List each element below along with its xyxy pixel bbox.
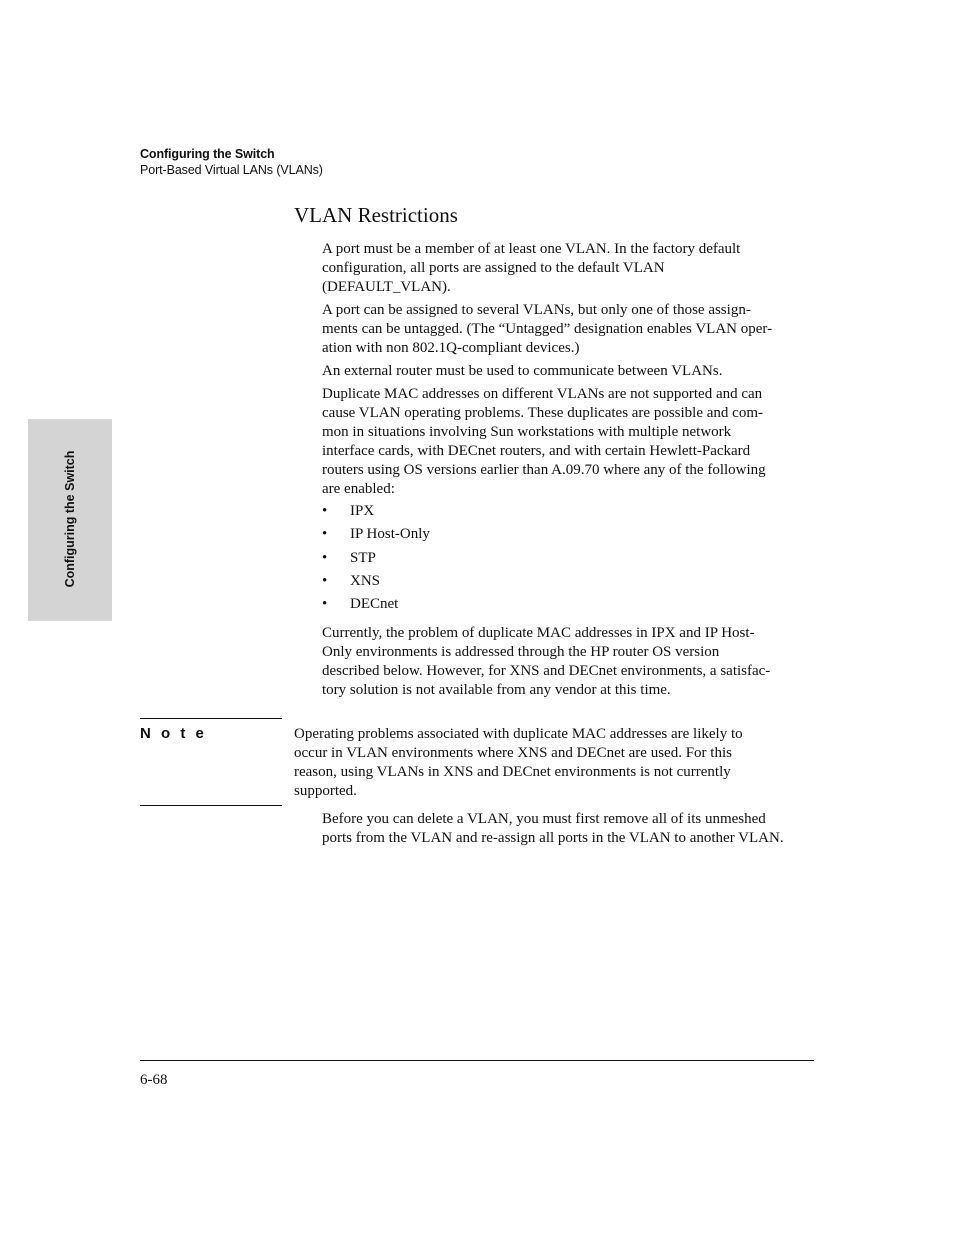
paragraph-external-router (322, 362, 722, 381)
text-line: configuration, all ports are assigned to the default VLAN (322, 260, 665, 276)
paragraph-delete-vlan (322, 810, 784, 848)
list-item (322, 525, 430, 544)
paragraph-current-status (322, 624, 770, 700)
text-line: cause VLAN operating problems. These duplicates are possible and com- (322, 405, 763, 421)
text-line: tory solution is not available from any vendor at this time. (322, 682, 671, 698)
text-line: Duplicate MAC addresses on different VLANs are not supported and can (322, 386, 763, 402)
bullet-icon: • (322, 503, 328, 519)
text-line: Currently, the problem of duplicate MAC addresses in IPX and IP Host- (322, 625, 755, 641)
text-line: occur in VLAN environments where XNS and DECnet are used. For this (294, 745, 732, 761)
bullet-icon: • (322, 526, 328, 542)
note-body (294, 725, 743, 801)
text-line: interface cards, with DECnet routers, and with certain Hewlett-Packard (322, 443, 751, 459)
text-line: described below. However, for XNS and DECnet environments, a satisfac- (322, 663, 771, 679)
list-item (322, 572, 380, 591)
list-item-label: DECnet (350, 596, 399, 612)
page-number: 6-68 (140, 1072, 168, 1088)
text-line: routers using OS versions earlier than A.09.70 where any of the following (322, 462, 766, 478)
note-label: N o t e (140, 725, 207, 742)
list-item (322, 549, 376, 568)
text-line: supported. (294, 783, 357, 799)
running-head-section: Port-Based Virtual LANs (VLANs) (140, 163, 323, 177)
text-line: reason, using VLANs in XNS and DECnet environments is not currently (294, 764, 731, 780)
text-line: (DEFAULT_VLAN). (322, 279, 451, 295)
text-line: Only environments is addressed through the HP router OS version (322, 644, 720, 660)
bullet-icon: • (322, 596, 328, 612)
text-line: An external router must be used to communicate between VLANs. (322, 363, 723, 379)
list-item-label: IPX (350, 503, 375, 519)
paragraph-duplicate-mac (322, 385, 766, 499)
text-line: mon in situations involving Sun workstations with multiple network (322, 424, 732, 440)
text-line: ments can be untagged. (The “Untagged” designation enables VLAN oper- (322, 321, 773, 337)
paragraph-untagged (322, 301, 772, 358)
bullet-icon: • (322, 550, 328, 566)
text-line: Operating problems associated with duplicate MAC addresses are likely to (294, 726, 743, 742)
list-item (322, 595, 398, 614)
text-line: ation with non 802.1Q-compliant devices.) (322, 340, 580, 356)
side-tab-label: Configuring the Switch (63, 450, 77, 588)
text-line: are enabled: (322, 481, 395, 497)
text-line: A port must be a member of at least one VLAN. In the factory default (322, 241, 741, 257)
text-line: ports from the VLAN and re-assign all ports in the VLAN to another VLAN. (322, 830, 784, 846)
running-head-chapter: Configuring the Switch (140, 147, 275, 161)
list-item (322, 502, 374, 521)
list-item-label: STP (350, 550, 376, 566)
list-item-label: XNS (350, 573, 381, 589)
footer-divider (140, 1060, 814, 1061)
text-line: A port can be assigned to several VLANs, but only one of those assign- (322, 302, 751, 318)
text-line: Before you can delete a VLAN, you must first remove all of its unmeshed (322, 811, 766, 827)
note-top-divider (140, 718, 282, 719)
paragraph-membership (322, 240, 740, 297)
section-title: VLAN Restrictions (294, 203, 458, 227)
note-bottom-divider (140, 805, 282, 806)
bullet-icon: • (322, 573, 328, 589)
list-item-label: IP Host-Only (350, 526, 430, 542)
